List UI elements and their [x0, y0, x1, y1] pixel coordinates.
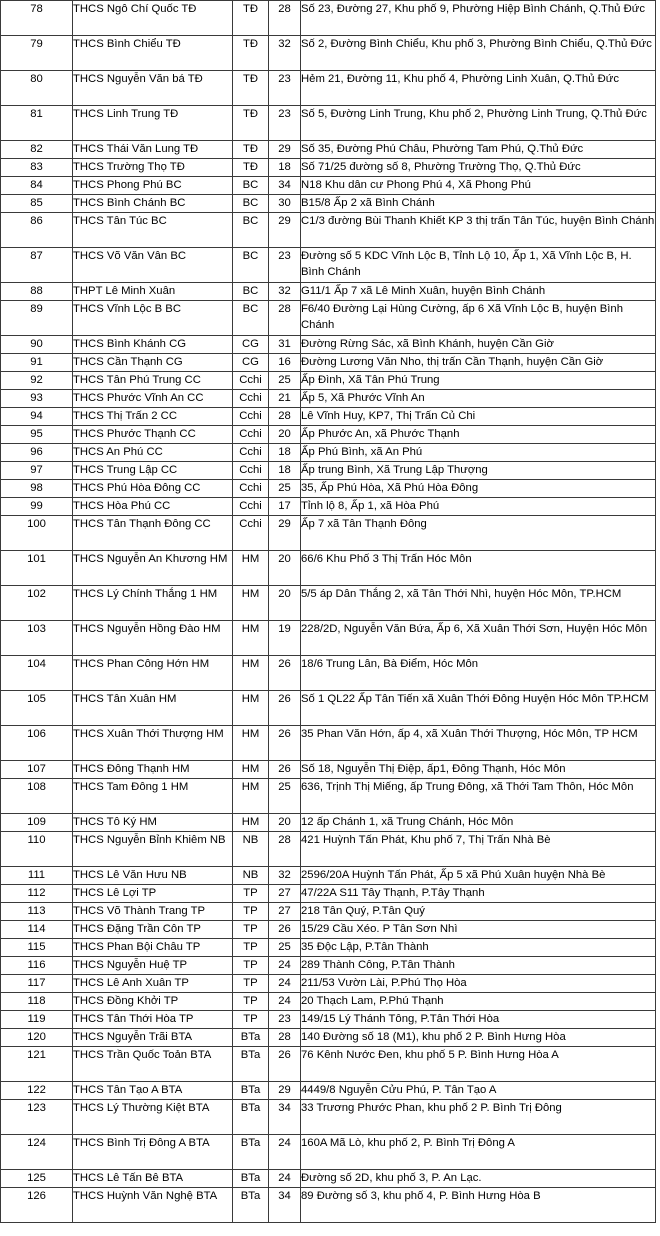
school-name-cell: THCS Tân Túc BC [73, 213, 233, 248]
address-cell: B15/8 Ấp 2 xã Bình Chánh [301, 195, 656, 213]
school-name-cell: THCS Lê Anh Xuân TP [73, 975, 233, 993]
table-row [1, 462, 656, 480]
student-count-cell: 32 [269, 283, 301, 301]
address-cell: Ấp Phú Bình, xã An Phú [301, 444, 656, 462]
student-count-cell: 24 [269, 957, 301, 975]
school-name-cell: THCS Bình Khánh CG [73, 336, 233, 354]
school-name-cell: THCS Nguyễn Bỉnh Khiêm NB [73, 832, 233, 867]
district-code-cell: TP [233, 1011, 269, 1029]
district-code-cell: HM [233, 761, 269, 779]
table-row [1, 621, 656, 656]
address-cell: 421 Huỳnh Tấn Phát, Khu phố 7, Thị Trấn Nhà Bè [301, 832, 656, 867]
table-row [1, 213, 656, 248]
address-cell: Lê Vĩnh Huy, KP7, Thị Trấn Củ Chi [301, 408, 656, 426]
student-count-cell: 17 [269, 498, 301, 516]
address-cell: Số 1 QL22 Ấp Tân Tiến xã Xuân Thới Đông Huyện Hóc Môn TP.HCM [301, 691, 656, 726]
student-count-cell: 29 [269, 141, 301, 159]
student-count-cell: 34 [269, 1100, 301, 1135]
district-code-cell: BC [233, 301, 269, 336]
school-name-cell: THCS Linh Trung TĐ [73, 106, 233, 141]
school-name-cell: THCS Phước Thạnh CC [73, 426, 233, 444]
school-name-cell: THCS Phước Vĩnh An CC [73, 390, 233, 408]
table-row [1, 761, 656, 779]
address-cell: 5/5 áp Dân Thắng 2, xã Tân Thới Nhì, huyện Hóc Môn, TP.HCM [301, 586, 656, 621]
row-number-cell: 83 [1, 159, 73, 177]
address-cell: Hẻm 21, Đường 11, Khu phố 4, Phường Linh Xuân, Q.Thủ Đức [301, 71, 656, 106]
row-number-cell: 79 [1, 36, 73, 71]
address-cell: 76 Kênh Nước Đen, khu phố 5 P. Bình Hưng Hòa A [301, 1047, 656, 1082]
student-count-cell: 26 [269, 1047, 301, 1082]
student-count-cell: 23 [269, 106, 301, 141]
address-cell: Đường số 5 KDC Vĩnh Lộc B, Tỉnh Lộ 10, Ấp 1, Xã Vĩnh Lộc B, H. Bình Chánh [301, 248, 656, 283]
table-row [1, 283, 656, 301]
table-body [1, 1, 656, 1223]
row-number-cell: 101 [1, 551, 73, 586]
school-name-cell: THCS Võ Thành Trang TP [73, 903, 233, 921]
table-row [1, 921, 656, 939]
student-count-cell: 25 [269, 480, 301, 498]
school-name-cell: THCS Bình Chiểu TĐ [73, 36, 233, 71]
row-number-cell: 99 [1, 498, 73, 516]
student-count-cell: 26 [269, 656, 301, 691]
row-number-cell: 98 [1, 480, 73, 498]
table-row [1, 1135, 656, 1170]
table-row [1, 726, 656, 761]
district-code-cell: Cchi [233, 480, 269, 498]
table-row [1, 248, 656, 283]
school-name-cell: THCS Bình Trị Đông A BTA [73, 1135, 233, 1170]
address-cell: 289 Thành Công, P.Tân Thành [301, 957, 656, 975]
table-row [1, 1100, 656, 1135]
student-count-cell: 24 [269, 1135, 301, 1170]
student-count-cell: 31 [269, 336, 301, 354]
district-code-cell: Cchi [233, 426, 269, 444]
address-cell: Số 5, Đường Linh Trung, Khu phố 2, Phường Linh Trung, Q.Thủ Đức [301, 106, 656, 141]
district-code-cell: NB [233, 867, 269, 885]
table-row [1, 814, 656, 832]
row-number-cell: 81 [1, 106, 73, 141]
school-name-cell: THCS Đặng Trần Côn TP [73, 921, 233, 939]
table-row [1, 691, 656, 726]
student-count-cell: 26 [269, 691, 301, 726]
address-cell: 35, Ấp Phú Hòa, Xã Phú Hòa Đông [301, 480, 656, 498]
row-number-cell: 117 [1, 975, 73, 993]
student-count-cell: 32 [269, 36, 301, 71]
student-count-cell: 21 [269, 390, 301, 408]
table-row [1, 159, 656, 177]
district-code-cell: BTa [233, 1100, 269, 1135]
table-row [1, 656, 656, 691]
address-cell: 140 Đường số 18 (M1), khu phố 2 P. Bình Hưng Hòa [301, 1029, 656, 1047]
school-name-cell: THCS Phong Phú BC [73, 177, 233, 195]
district-code-cell: Cchi [233, 498, 269, 516]
district-code-cell: CG [233, 336, 269, 354]
address-cell: Số 71/25 đường số 8, Phường Trường Thọ, Q.Thủ Đức [301, 159, 656, 177]
school-name-cell: THCS Phú Hòa Đông CC [73, 480, 233, 498]
district-code-cell: HM [233, 656, 269, 691]
school-name-cell: THCS Tân Tạo A BTA [73, 1082, 233, 1100]
district-code-cell: BC [233, 213, 269, 248]
student-count-cell: 29 [269, 516, 301, 551]
school-name-cell: THCS Lê Lợi TP [73, 885, 233, 903]
table-row [1, 1, 656, 36]
district-code-cell: BTa [233, 1029, 269, 1047]
district-code-cell: BC [233, 177, 269, 195]
district-code-cell: Cchi [233, 408, 269, 426]
district-code-cell: HM [233, 726, 269, 761]
row-number-cell: 90 [1, 336, 73, 354]
table-row [1, 1047, 656, 1082]
school-name-cell: THCS Lê Tấn Bê BTA [73, 1170, 233, 1188]
address-cell: 149/15 Lý Thánh Tông, P.Tân Thới Hòa [301, 1011, 656, 1029]
district-code-cell: TP [233, 939, 269, 957]
row-number-cell: 86 [1, 213, 73, 248]
address-cell: Ấp trung Bình, Xã Trung Lập Thượng [301, 462, 656, 480]
district-code-cell: TĐ [233, 159, 269, 177]
row-number-cell: 118 [1, 993, 73, 1011]
table-row [1, 885, 656, 903]
school-name-cell: THCS Tam Đông 1 HM [73, 779, 233, 814]
school-name-cell: THCS Cần Thạnh CG [73, 354, 233, 372]
school-name-cell: THCS Tân Xuân HM [73, 691, 233, 726]
student-count-cell: 24 [269, 993, 301, 1011]
district-code-cell: BC [233, 195, 269, 213]
address-cell: 636, Trịnh Thị Miếng, ấp Trung Đông, xã Thới Tam Thôn, Hóc Môn [301, 779, 656, 814]
student-count-cell: 16 [269, 354, 301, 372]
student-count-cell: 25 [269, 939, 301, 957]
table-row [1, 444, 656, 462]
district-code-cell: HM [233, 779, 269, 814]
table-row [1, 939, 656, 957]
row-number-cell: 116 [1, 957, 73, 975]
district-code-cell: TP [233, 903, 269, 921]
row-number-cell: 103 [1, 621, 73, 656]
school-name-cell: THCS Thái Văn Lung TĐ [73, 141, 233, 159]
address-cell: 12 ấp Chánh 1, xã Trung Chánh, Hóc Môn [301, 814, 656, 832]
table-row [1, 832, 656, 867]
district-code-cell: BTa [233, 1135, 269, 1170]
district-code-cell: HM [233, 814, 269, 832]
district-code-cell: Cchi [233, 462, 269, 480]
school-name-cell: THCS Tân Phú Trung CC [73, 372, 233, 390]
address-cell: 228/2D, Nguyễn Văn Bứa, Ấp 6, Xã Xuân Thới Sơn, Huyện Hóc Môn [301, 621, 656, 656]
address-cell: Tỉnh lộ 8, Ấp 1, xã Hòa Phú [301, 498, 656, 516]
address-cell: Số 35, Đường Phú Châu, Phường Tam Phú, Q.Thủ Đức [301, 141, 656, 159]
district-code-cell: TĐ [233, 71, 269, 106]
student-count-cell: 18 [269, 159, 301, 177]
student-count-cell: 27 [269, 903, 301, 921]
row-number-cell: 126 [1, 1188, 73, 1223]
table-row [1, 480, 656, 498]
table-row [1, 36, 656, 71]
student-count-cell: 23 [269, 1011, 301, 1029]
student-count-cell: 28 [269, 1029, 301, 1047]
district-code-cell: TP [233, 957, 269, 975]
student-count-cell: 29 [269, 1082, 301, 1100]
table-row [1, 336, 656, 354]
school-name-cell: THCS Phan Bội Châu TP [73, 939, 233, 957]
table-row [1, 1011, 656, 1029]
school-name-cell: THCS Huỳnh Văn Nghệ BTA [73, 1188, 233, 1223]
table-row [1, 195, 656, 213]
school-name-cell: THCS Lê Văn Hưu NB [73, 867, 233, 885]
student-count-cell: 28 [269, 1, 301, 36]
student-count-cell: 25 [269, 372, 301, 390]
table-row [1, 177, 656, 195]
table-row [1, 1029, 656, 1047]
school-name-cell: THCS Tô Ký HM [73, 814, 233, 832]
student-count-cell: 20 [269, 814, 301, 832]
district-code-cell: NB [233, 832, 269, 867]
school-name-cell: THPT Lê Minh Xuân [73, 283, 233, 301]
student-count-cell: 18 [269, 462, 301, 480]
row-number-cell: 92 [1, 372, 73, 390]
row-number-cell: 100 [1, 516, 73, 551]
address-cell: F6/40 Đường Lại Hùng Cường, ấp 6 Xã Vĩnh Lộc B, huyện Bình Chánh [301, 301, 656, 336]
row-number-cell: 115 [1, 939, 73, 957]
school-name-cell: THCS Thị Trấn 2 CC [73, 408, 233, 426]
district-code-cell: HM [233, 691, 269, 726]
address-cell: Số 18, Nguyễn Thị Điệp, ấp1, Đông Thạnh, Hóc Môn [301, 761, 656, 779]
row-number-cell: 84 [1, 177, 73, 195]
district-code-cell: BTa [233, 1082, 269, 1100]
table-row [1, 408, 656, 426]
row-number-cell: 123 [1, 1100, 73, 1135]
table-row [1, 993, 656, 1011]
student-count-cell: 20 [269, 586, 301, 621]
district-code-cell: BC [233, 283, 269, 301]
student-count-cell: 24 [269, 975, 301, 993]
address-cell: 89 Đường số 3, khu phố 4, P. Bình Hưng Hòa B [301, 1188, 656, 1223]
student-count-cell: 28 [269, 301, 301, 336]
address-cell: Ấp 7 xã Tân Thạnh Đông [301, 516, 656, 551]
school-name-cell: THCS Vĩnh Lộc B BC [73, 301, 233, 336]
address-cell: 20 Thạch Lam, P.Phú Thạnh [301, 993, 656, 1011]
row-number-cell: 111 [1, 867, 73, 885]
table-row [1, 516, 656, 551]
address-cell: 211/53 Vườn Lài, P.Phú Thọ Hòa [301, 975, 656, 993]
row-number-cell: 119 [1, 1011, 73, 1029]
district-code-cell: TĐ [233, 1, 269, 36]
row-number-cell: 125 [1, 1170, 73, 1188]
row-number-cell: 124 [1, 1135, 73, 1170]
row-number-cell: 120 [1, 1029, 73, 1047]
row-number-cell: 109 [1, 814, 73, 832]
district-code-cell: Cchi [233, 444, 269, 462]
student-count-cell: 26 [269, 921, 301, 939]
row-number-cell: 85 [1, 195, 73, 213]
table-row [1, 498, 656, 516]
address-cell: 66/6 Khu Phố 3 Thị Trấn Hóc Môn [301, 551, 656, 586]
district-code-cell: Cchi [233, 390, 269, 408]
student-count-cell: 34 [269, 1188, 301, 1223]
row-number-cell: 91 [1, 354, 73, 372]
student-count-cell: 27 [269, 885, 301, 903]
address-cell: Ấp 5, Xã Phước Vĩnh An [301, 390, 656, 408]
row-number-cell: 110 [1, 832, 73, 867]
school-name-cell: THCS Phan Công Hớn HM [73, 656, 233, 691]
school-name-cell: THCS Nguyễn Hồng Đào HM [73, 621, 233, 656]
district-code-cell: TP [233, 975, 269, 993]
row-number-cell: 95 [1, 426, 73, 444]
address-cell: 160A Mã Lò, khu phố 2, P. Bình Trị Đông A [301, 1135, 656, 1170]
row-number-cell: 106 [1, 726, 73, 761]
address-cell: Ấp Phước An, xã Phước Thạnh [301, 426, 656, 444]
student-count-cell: 32 [269, 867, 301, 885]
table-row [1, 975, 656, 993]
row-number-cell: 96 [1, 444, 73, 462]
student-count-cell: 23 [269, 71, 301, 106]
table-row [1, 867, 656, 885]
student-count-cell: 30 [269, 195, 301, 213]
school-name-cell: THCS Bình Chánh BC [73, 195, 233, 213]
student-count-cell: 20 [269, 551, 301, 586]
student-count-cell: 29 [269, 213, 301, 248]
table-row [1, 71, 656, 106]
district-code-cell: TP [233, 921, 269, 939]
student-count-cell: 18 [269, 444, 301, 462]
district-code-cell: BTa [233, 1188, 269, 1223]
address-cell: N18 Khu dân cư Phong Phú 4, Xã Phong Phú [301, 177, 656, 195]
table-row [1, 1170, 656, 1188]
table-row [1, 426, 656, 444]
address-cell: 35 Phan Văn Hớn, ấp 4, xã Xuân Thới Thượng, Hóc Môn, TP HCM [301, 726, 656, 761]
student-count-cell: 26 [269, 761, 301, 779]
address-cell: 15/29 Cầu Xéo. P Tân Sơn Nhì [301, 921, 656, 939]
table-row [1, 1188, 656, 1223]
district-code-cell: Cchi [233, 516, 269, 551]
address-cell: Đường Lương Văn Nho, thị trấn Cần Thạnh, huyện Cần Giờ [301, 354, 656, 372]
table-row [1, 1082, 656, 1100]
school-name-cell: THCS Nguyễn Trãi BTA [73, 1029, 233, 1047]
student-count-cell: 19 [269, 621, 301, 656]
table-row [1, 586, 656, 621]
row-number-cell: 80 [1, 71, 73, 106]
row-number-cell: 94 [1, 408, 73, 426]
school-name-cell: THCS Trần Quốc Toản BTA [73, 1047, 233, 1082]
school-name-cell: THCS Tân Thới Hòa TP [73, 1011, 233, 1029]
address-cell: Số 23, Đường 27, Khu phố 9, Phường Hiệp Bình Chánh, Q.Thủ Đức [301, 1, 656, 36]
district-code-cell: TP [233, 885, 269, 903]
district-code-cell: TĐ [233, 36, 269, 71]
table-row [1, 106, 656, 141]
address-cell: 35 Độc Lập, P.Tân Thành [301, 939, 656, 957]
school-name-cell: THCS Tân Thạnh Đông CC [73, 516, 233, 551]
district-code-cell: HM [233, 551, 269, 586]
row-number-cell: 87 [1, 248, 73, 283]
row-number-cell: 93 [1, 390, 73, 408]
school-name-cell: THCS Xuân Thới Thượng HM [73, 726, 233, 761]
school-name-cell: THCS Nguyễn An Khương HM [73, 551, 233, 586]
table-row [1, 779, 656, 814]
district-code-cell: CG [233, 354, 269, 372]
row-number-cell: 108 [1, 779, 73, 814]
address-cell: 2596/20A Huỳnh Tấn Phát, Ấp 5 xã Phú Xuân huyện Nhà Bè [301, 867, 656, 885]
row-number-cell: 78 [1, 1, 73, 36]
address-cell: 47/22A S11 Tây Thạnh, P.Tây Thạnh [301, 885, 656, 903]
address-cell: Đường số 2D, khu phố 3, P. An Lạc. [301, 1170, 656, 1188]
row-number-cell: 82 [1, 141, 73, 159]
district-code-cell: HM [233, 586, 269, 621]
school-name-cell: THCS Đồng Khởi TP [73, 993, 233, 1011]
address-cell: 18/6 Trung Lân, Bà Điểm, Hóc Môn [301, 656, 656, 691]
row-number-cell: 112 [1, 885, 73, 903]
table-row [1, 390, 656, 408]
row-number-cell: 102 [1, 586, 73, 621]
student-count-cell: 23 [269, 248, 301, 283]
address-cell: G11/1 Ấp 7 xã Lê Minh Xuân, huyện Bình Chánh [301, 283, 656, 301]
student-count-cell: 28 [269, 832, 301, 867]
address-cell: 33 Trương Phước Phan, khu phố 2 P. Bình Trị Đông [301, 1100, 656, 1135]
address-cell: 218 Tân Quý, P.Tân Quý [301, 903, 656, 921]
school-name-cell: THCS Ngô Chí Quốc TĐ [73, 1, 233, 36]
address-cell: Đường Rừng Sác, xã Bình Khánh, huyện Cần Giờ [301, 336, 656, 354]
row-number-cell: 121 [1, 1047, 73, 1082]
row-number-cell: 114 [1, 921, 73, 939]
student-count-cell: 34 [269, 177, 301, 195]
row-number-cell: 97 [1, 462, 73, 480]
student-count-cell: 25 [269, 779, 301, 814]
table-row [1, 957, 656, 975]
row-number-cell: 107 [1, 761, 73, 779]
district-code-cell: TP [233, 993, 269, 1011]
school-name-cell: THCS Hòa Phú CC [73, 498, 233, 516]
student-count-cell: 24 [269, 1170, 301, 1188]
table-row [1, 354, 656, 372]
district-code-cell: TĐ [233, 141, 269, 159]
school-name-cell: THCS Trường Thọ TĐ [73, 159, 233, 177]
address-cell: C1/3 đường Bùi Thanh Khiết KP 3 thị trấn Tân Túc, huyện Bình Chánh [301, 213, 656, 248]
row-number-cell: 105 [1, 691, 73, 726]
table-row [1, 903, 656, 921]
table-row [1, 372, 656, 390]
student-count-cell: 28 [269, 408, 301, 426]
table-row [1, 141, 656, 159]
district-code-cell: Cchi [233, 372, 269, 390]
school-name-cell: THCS Trung Lập CC [73, 462, 233, 480]
school-name-cell: THCS Đông Thạnh HM [73, 761, 233, 779]
address-cell: Số 2, Đường Bình Chiểu, Khu phố 3, Phường Bình Chiểu, Q.Thủ Đức [301, 36, 656, 71]
school-name-cell: THCS An Phú CC [73, 444, 233, 462]
row-number-cell: 89 [1, 301, 73, 336]
district-code-cell: BC [233, 248, 269, 283]
student-count-cell: 20 [269, 426, 301, 444]
address-cell: Ấp Đình, Xã Tân Phú Trung [301, 372, 656, 390]
school-name-cell: THCS Võ Văn Vân BC [73, 248, 233, 283]
school-name-cell: THCS Nguyễn Huệ TP [73, 957, 233, 975]
district-code-cell: HM [233, 621, 269, 656]
table-row [1, 551, 656, 586]
row-number-cell: 122 [1, 1082, 73, 1100]
district-code-cell: BTa [233, 1047, 269, 1082]
district-code-cell: TĐ [233, 106, 269, 141]
student-count-cell: 26 [269, 726, 301, 761]
school-name-cell: THCS Nguyễn Văn bá TĐ [73, 71, 233, 106]
school-name-cell: THCS Lý Thường Kiệt BTA [73, 1100, 233, 1135]
row-number-cell: 113 [1, 903, 73, 921]
address-cell: 4449/8 Nguyễn Cửu Phú, P. Tân Tạo A [301, 1082, 656, 1100]
school-name-cell: THCS Lý Chính Thắng 1 HM [73, 586, 233, 621]
district-code-cell: BTa [233, 1170, 269, 1188]
table-row [1, 301, 656, 336]
row-number-cell: 88 [1, 283, 73, 301]
row-number-cell: 104 [1, 656, 73, 691]
